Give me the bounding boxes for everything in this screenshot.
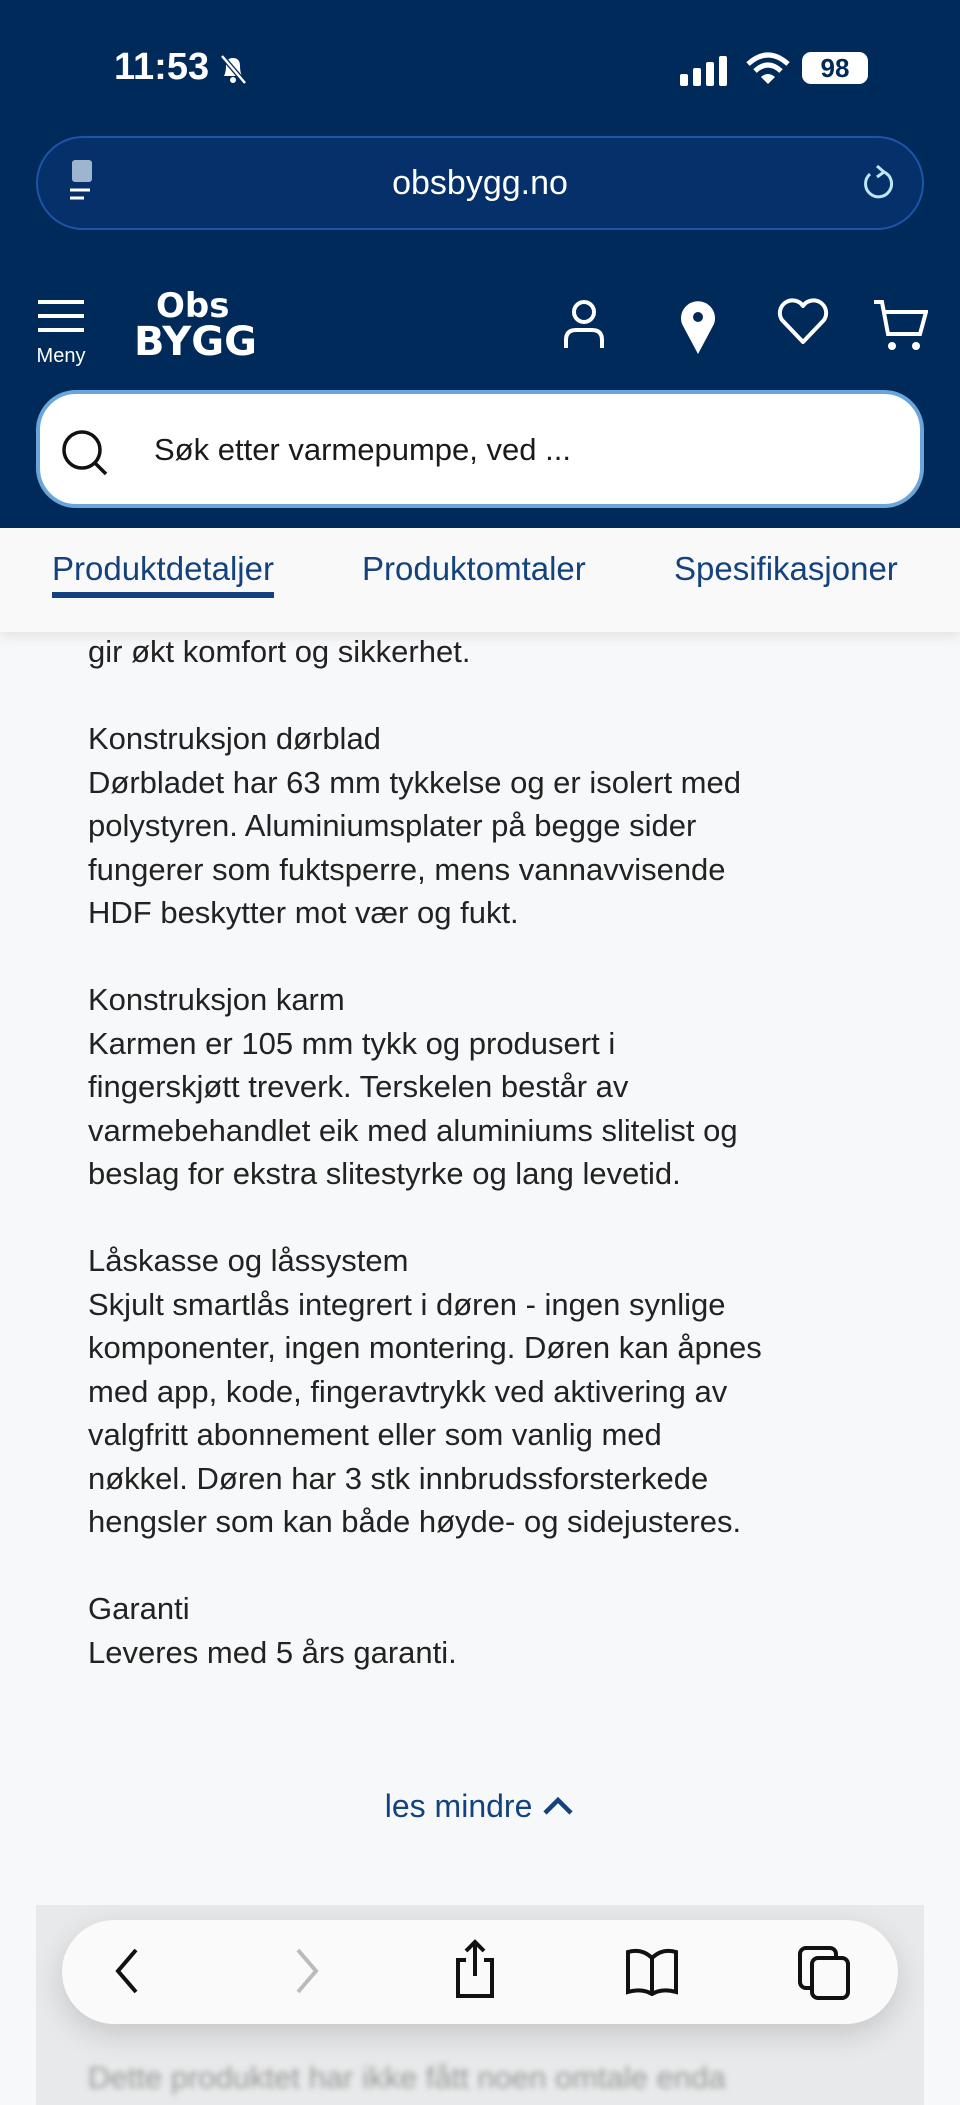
read-less-label: les mindre	[384, 1788, 533, 1824]
bookmarks-icon[interactable]	[624, 1946, 680, 1996]
wifi-icon	[746, 52, 790, 86]
battery-indicator: 98	[802, 52, 868, 84]
text-line: valgfritt abonnement eller som vanlig med	[88, 1417, 662, 1452]
hamburger-icon	[38, 298, 84, 334]
obs-bygg-logo[interactable]: Obs BYGG	[134, 286, 257, 365]
text-line: gir økt komfort og sikkerhet.	[88, 634, 471, 669]
back-icon[interactable]	[112, 1946, 142, 1996]
text-line: varmebehandlet eik med aluminiums slitelist og	[88, 1112, 738, 1148]
read-less-link[interactable]	[0, 1788, 960, 1825]
chevron-up-icon	[541, 1795, 575, 1817]
text-line: komponenter, ingen montering. Døren kan åpnes	[88, 1330, 762, 1365]
reload-icon[interactable]	[860, 162, 896, 202]
text-line: Skjult smartlås integrert i døren - ingen synlige	[88, 1286, 726, 1322]
text-line: hengsler som kan både høyde- og sidejusteres.	[88, 1504, 742, 1539]
tab-produktomtaler[interactable]: Produktomtaler	[362, 550, 586, 587]
search-placeholder: Søk etter varmepumpe, ved ...	[154, 432, 571, 467]
menu-label: Meny	[36, 345, 86, 367]
tab-produktdetaljer[interactable]: Produktdetaljer	[52, 550, 274, 598]
paragraph-door-leaf	[88, 717, 888, 935]
product-tabs	[0, 528, 960, 632]
store-location-icon[interactable]	[678, 298, 718, 354]
text-line: Leveres med 5 års garanti.	[88, 1634, 457, 1670]
paragraph-warranty	[88, 1587, 888, 1674]
reviews-empty-text: Dette produktet har ikke fått noen omtale enda	[88, 2060, 726, 2095]
section-heading: Konstruksjon karm	[88, 982, 345, 1017]
text-line: beslag for ekstra slitestyrke og lang levetid.	[88, 1156, 681, 1191]
silent-bell-icon	[218, 52, 248, 86]
cellular-signal-icon	[680, 56, 730, 86]
paragraph-frame	[88, 978, 888, 1196]
section-heading: Garanti	[88, 1591, 190, 1626]
product-description	[88, 630, 888, 1718]
text-line: Dørbladet har 63 mm tykkelse og er isolert med	[88, 764, 741, 800]
text-line: HDF beskytter mot vær og fukt.	[88, 895, 519, 930]
section-heading: Konstruksjon dørblad	[88, 721, 381, 756]
search-icon	[60, 428, 112, 478]
text-line: Karmen er 105 mm tykk og produsert i	[88, 1025, 616, 1061]
forward-icon[interactable]	[292, 1946, 322, 1996]
menu-button[interactable]	[32, 298, 90, 368]
text-line: polystyren. Aluminiumsplater på begge sider	[88, 808, 697, 843]
paragraph-lock	[88, 1239, 888, 1544]
text-line: fungerer som fuktsperre, mens vannavvisende	[88, 851, 726, 887]
site-header	[0, 0, 960, 528]
account-icon[interactable]	[562, 298, 606, 350]
search-input[interactable]	[36, 390, 924, 508]
favorites-heart-icon[interactable]	[776, 298, 830, 346]
status-time: 11:53	[114, 46, 210, 88]
text-line: med app, kode, fingeravtrykk ved aktivering av	[88, 1373, 728, 1409]
text-line: nøkkel. Døren har 3 stk innbrudssforsterkede	[88, 1460, 709, 1496]
text-line: fingerskjøtt treverk. Terskelen består av	[88, 1069, 629, 1104]
section-heading: Låskasse og låssystem	[88, 1243, 409, 1278]
tabs-icon[interactable]	[798, 1946, 852, 2000]
share-icon[interactable]	[452, 1938, 498, 2000]
address-bar[interactable]	[36, 136, 924, 230]
url-text: obsbygg.no	[392, 164, 568, 202]
browser-toolbar	[62, 1920, 898, 2024]
status-bar	[0, 46, 960, 96]
paragraph-intro	[88, 630, 888, 674]
tab-spesifikasjoner[interactable]: Spesifikasjoner	[674, 550, 898, 587]
cart-icon[interactable]	[872, 298, 928, 354]
